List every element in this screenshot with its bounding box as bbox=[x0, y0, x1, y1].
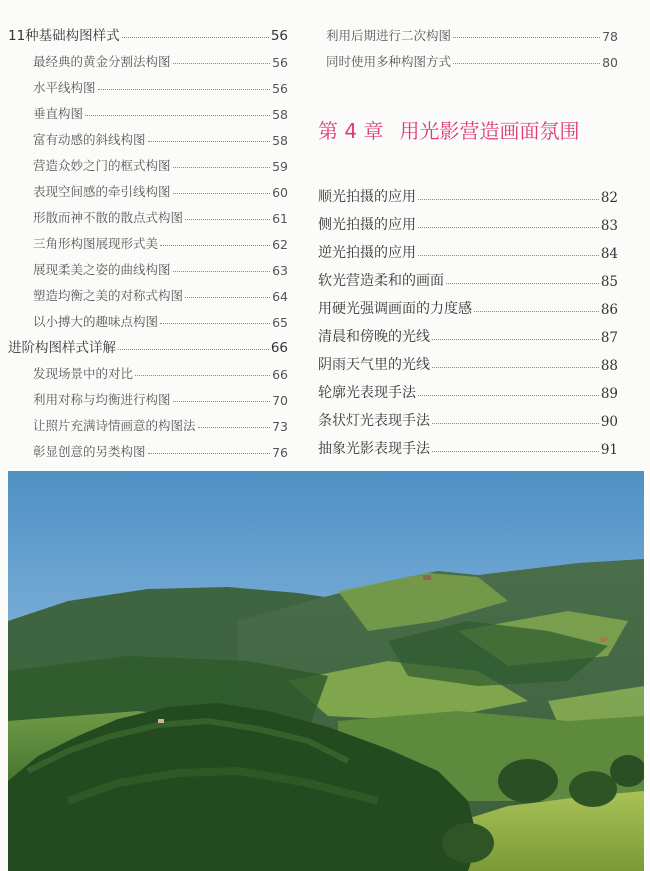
toc-leader-dots bbox=[432, 423, 599, 424]
toc-entry-page: 78 bbox=[602, 29, 618, 44]
toc-entry[interactable] bbox=[8, 304, 288, 330]
toc-entry-title: 塑造均衡之美的对称式构图 bbox=[33, 288, 184, 303]
toc-entry-page: 60 bbox=[272, 185, 288, 200]
toc-entry-page: 58 bbox=[272, 133, 288, 148]
toc-entry[interactable] bbox=[8, 382, 288, 408]
toc-entry[interactable] bbox=[8, 174, 288, 200]
toc-entry-page: 90 bbox=[600, 414, 618, 430]
toc-entry[interactable] bbox=[318, 262, 618, 290]
toc-entry-title: 垂直构图 bbox=[33, 106, 84, 121]
toc-entry-page: 65 bbox=[272, 315, 288, 330]
toc-entry[interactable] bbox=[8, 330, 288, 356]
toc-entry-title: 逆光拍摄的应用 bbox=[318, 245, 416, 261]
toc-entry-title: 条状灯光表现手法 bbox=[318, 413, 430, 429]
toc-entry-title: 软光营造柔和的画面 bbox=[318, 273, 444, 289]
toc-entry-title: 抽象光影表现手法 bbox=[318, 441, 430, 457]
toc-entry[interactable] bbox=[8, 356, 288, 382]
toc-entry[interactable] bbox=[318, 430, 618, 458]
chapter-number: 第 4 章 bbox=[318, 119, 384, 143]
chapter-heading bbox=[318, 115, 628, 144]
toc-leader-dots bbox=[418, 199, 599, 200]
toc-leader-dots bbox=[173, 193, 271, 194]
toc-entry[interactable] bbox=[318, 318, 618, 346]
toc-entry[interactable] bbox=[8, 122, 288, 148]
toc-entry-title: 阴雨天气里的光线 bbox=[318, 357, 430, 373]
toc-entry[interactable] bbox=[318, 234, 618, 262]
toc-entry-page: 59 bbox=[272, 159, 288, 174]
toc-entry[interactable] bbox=[8, 18, 288, 44]
toc-entry-title: 清晨和傍晚的光线 bbox=[318, 329, 430, 345]
toc-entry[interactable] bbox=[318, 374, 618, 402]
toc-entry[interactable] bbox=[8, 200, 288, 226]
toc-leader-dots bbox=[432, 451, 599, 452]
toc-entry[interactable] bbox=[8, 70, 288, 96]
toc-entry-page: 66 bbox=[272, 367, 288, 382]
toc-entry-title: 营造众妙之门的框式构图 bbox=[33, 158, 171, 173]
toc-entry-title: 形散而神不散的散点式构图 bbox=[33, 210, 184, 225]
toc-leader-dots bbox=[173, 167, 271, 168]
toc-leader-dots bbox=[173, 271, 271, 272]
toc-leader-dots bbox=[185, 219, 270, 220]
toc-entry[interactable] bbox=[8, 434, 288, 460]
toc-entry[interactable] bbox=[8, 148, 288, 174]
toc-entry-title: 水平线构图 bbox=[33, 80, 96, 95]
toc-entry[interactable] bbox=[8, 252, 288, 278]
toc-entry-page: 56 bbox=[272, 81, 288, 96]
toc-entry-title: 富有动感的斜线构图 bbox=[33, 132, 146, 147]
toc-entry-page: 66 bbox=[270, 340, 288, 356]
toc-entry-title: 侧光拍摄的应用 bbox=[318, 217, 416, 233]
toc-leader-dots bbox=[418, 227, 599, 228]
toc-entry-title: 利用后期进行二次构图 bbox=[326, 28, 452, 43]
toc-entry-title: 11种基础构图样式 bbox=[8, 28, 120, 44]
toc-entry-page: 62 bbox=[272, 237, 288, 252]
toc-leader-dots bbox=[135, 375, 270, 376]
toc-entry-title: 进阶构图样式详解 bbox=[8, 340, 116, 356]
toc-leader-dots bbox=[122, 37, 269, 38]
toc-entry-title: 展现柔美之姿的曲线构图 bbox=[33, 262, 171, 277]
toc-entry-page: 61 bbox=[272, 211, 288, 226]
toc-entry-page: 86 bbox=[600, 302, 618, 318]
toc-entry[interactable] bbox=[8, 96, 288, 122]
toc-entry-page: 56 bbox=[272, 55, 288, 70]
toc-entry-page: 85 bbox=[600, 274, 618, 290]
toc-entry-title: 利用对称与均衡进行构图 bbox=[33, 392, 171, 407]
toc-entry-title: 用硬光强调画面的力度感 bbox=[318, 301, 472, 317]
toc-leader-dots bbox=[418, 395, 599, 396]
toc-leader-dots bbox=[185, 297, 270, 298]
toc-entry[interactable] bbox=[318, 44, 618, 70]
toc-entry-title: 最经典的黄金分割法构图 bbox=[33, 54, 171, 69]
toc-leader-dots bbox=[453, 63, 600, 64]
toc-entry-page: 91 bbox=[600, 442, 618, 458]
toc-entry-title: 轮廓光表现手法 bbox=[318, 385, 416, 401]
toc-entry-title: 彰显创意的另类构图 bbox=[33, 444, 146, 459]
toc-entry-page: 82 bbox=[600, 190, 618, 206]
toc-chapter4 bbox=[318, 178, 618, 458]
toc-leader-dots bbox=[198, 427, 271, 428]
toc-leader-dots bbox=[432, 339, 599, 340]
toc-entry-page: 56 bbox=[270, 28, 288, 44]
toc-entry[interactable] bbox=[318, 290, 618, 318]
toc-entry[interactable] bbox=[318, 178, 618, 206]
toc-leader-dots bbox=[160, 323, 270, 324]
toc-leader-dots bbox=[173, 401, 271, 402]
toc-leader-dots bbox=[446, 283, 599, 284]
toc-entry-page: 58 bbox=[272, 107, 288, 122]
toc-entry[interactable] bbox=[8, 44, 288, 70]
toc-leader-dots bbox=[98, 89, 271, 90]
toc-entry[interactable] bbox=[318, 18, 618, 44]
toc-entry-page: 64 bbox=[272, 289, 288, 304]
toc-entry-title: 顺光拍摄的应用 bbox=[318, 189, 416, 205]
toc-leader-dots bbox=[173, 63, 271, 64]
toc-entry[interactable] bbox=[318, 206, 618, 234]
toc-entry-page: 83 bbox=[600, 218, 618, 234]
toc-entry-page: 73 bbox=[272, 419, 288, 434]
toc-entry-page: 63 bbox=[272, 263, 288, 278]
toc-leader-dots bbox=[148, 453, 271, 454]
toc-entry[interactable] bbox=[318, 346, 618, 374]
toc-right-top bbox=[318, 18, 618, 70]
toc-entry-page: 80 bbox=[602, 55, 618, 70]
toc-leader-dots bbox=[474, 311, 599, 312]
toc-leader-dots bbox=[418, 255, 599, 256]
toc-entry[interactable] bbox=[8, 278, 288, 304]
chapter-title: 用光影营造画面氛围 bbox=[399, 119, 580, 143]
toc-entry-page: 87 bbox=[600, 330, 618, 346]
toc-entry[interactable] bbox=[318, 402, 618, 430]
toc-left bbox=[8, 18, 288, 460]
toc-entry-page: 84 bbox=[600, 246, 618, 262]
toc-entry-page: 89 bbox=[600, 386, 618, 402]
toc-entry-page: 88 bbox=[600, 358, 618, 374]
toc-entry-title: 让照片充满诗情画意的构图法 bbox=[33, 418, 196, 433]
toc-leader-dots bbox=[118, 349, 269, 350]
toc-leader-dots bbox=[432, 367, 599, 368]
toc-entry-page: 70 bbox=[272, 393, 288, 408]
landscape-photo bbox=[8, 471, 644, 871]
toc-entry-title: 三角形构图展现形式美 bbox=[33, 236, 159, 251]
toc-entry-page: 76 bbox=[272, 445, 288, 460]
toc-leader-dots bbox=[148, 141, 271, 142]
toc-entry[interactable] bbox=[8, 226, 288, 252]
toc-entry-title: 同时使用多种构图方式 bbox=[326, 54, 452, 69]
toc-leader-dots bbox=[85, 115, 270, 116]
toc-entry-title: 以小搏大的趣味点构图 bbox=[33, 314, 159, 329]
toc-entry-title: 表现空间感的牵引线构图 bbox=[33, 184, 171, 199]
toc-leader-dots bbox=[453, 37, 600, 38]
toc-leader-dots bbox=[160, 245, 270, 246]
toc-entry[interactable] bbox=[8, 408, 288, 434]
toc-entry-title: 发现场景中的对比 bbox=[33, 366, 134, 381]
